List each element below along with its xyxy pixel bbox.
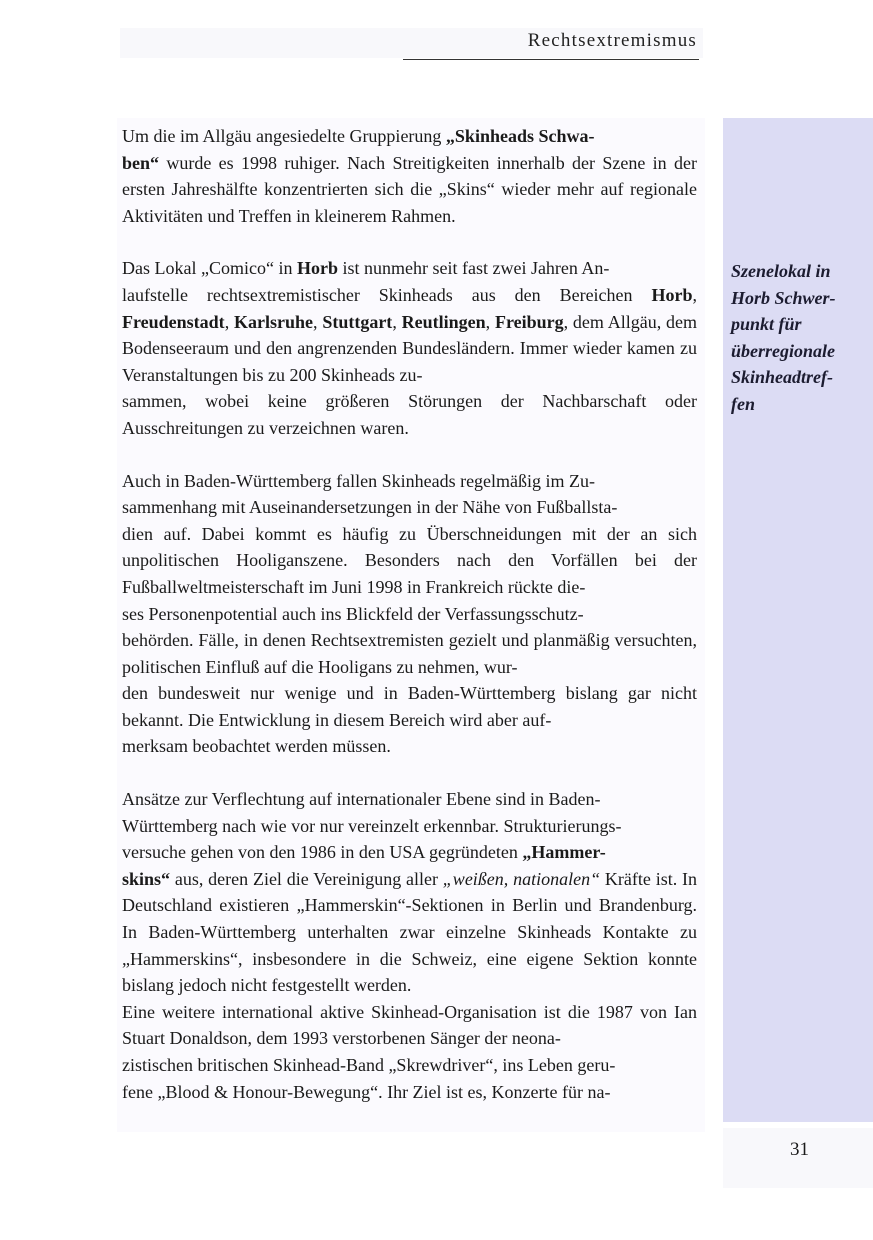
text-run: aus, deren Ziel die Vereinigung aller: [170, 868, 443, 889]
text-run: Um die im Allgäu angesiedelte Gruppierung: [122, 126, 446, 146]
running-header-title: Rechtsextremismus: [527, 30, 697, 51]
page-number: 31: [790, 1139, 809, 1160]
bold-term: Karlsruhe: [234, 311, 313, 332]
margin-note-line: Skinheadtref-: [731, 367, 834, 388]
text-run: ,: [485, 311, 495, 332]
text-run: Kräfte ist. In Deutschland existieren „Hammerskin“-Sektionen in Berlin und Brandenburg. In Baden-Württemberg unterhalten zwar einzelne Skinheads Kontakte zu „Hammerskins“, insbesondere in die Schweiz, eine eigene Sektion konnte bislang jedoch nicht festgestellt werden.: [122, 868, 698, 996]
italic-quote: „weißen, nationalen“: [442, 868, 601, 889]
margin-note-line: Szenelokal in: [731, 261, 831, 281]
paragraph-blood-honour: [122, 999, 697, 1105]
text-run: zistischen britischen Skinhead-Band „Skrewdriver“, ins Leben geru-: [122, 1055, 616, 1075]
text-run: ,: [224, 311, 234, 332]
text-run: fene „Blood & Honour-Bewegung“. Ihr Ziel ist es, Konzerte für na-: [122, 1081, 611, 1102]
main-text-column: [122, 123, 697, 1105]
header-rule: [403, 59, 699, 60]
text-run: versuche gehen von den 1986 in den USA gegründeten: [122, 842, 523, 863]
margin-note: [731, 258, 866, 418]
bold-term: skins“: [122, 868, 171, 889]
text-run: , dem Allgäu, dem Bodenseeraum und den angrenzenden Bundesländern. Immer wieder kamen zu Veranstaltungen bis zu 200 Skinheads zu-: [122, 311, 698, 385]
margin-note-line: Horb Schwer-: [731, 287, 836, 308]
bold-term: Horb: [651, 284, 693, 305]
bold-term: „Skinheads Schwa-: [445, 126, 595, 146]
text-run: laufstelle rechtsextremistischer Skinheads aus den Bereichen: [122, 284, 652, 305]
text-run: dien auf. Dabei kommt es häufig zu Überschneidungen mit der an sich unpolitischen Hooliganszene. Besonders nach den Vorfällen bei der Fußballweltmeisterschaft im Juni 1998 in Frankreich rückte die-: [122, 523, 697, 597]
bold-term: Freiburg: [494, 311, 564, 332]
paragraph-hooligans: [122, 468, 697, 761]
text-run: wurde es 1998 ruhiger. Nach Streitigkeiten innerhalb der Szene in der ersten Jahreshälfte konzentrierten sich die „Skins“ wieder mehr auf regionale Aktivitäten und Treffen in kleinerem Rahmen.: [122, 152, 697, 226]
text-run: Auch in Baden-Württemberg fallen Skinheads regelmäßig im Zu-: [122, 470, 596, 491]
text-run: behörden. Fälle, in denen Rechtsextremisten gezielt und planmäßig versuchten, politischen Einfluß auf die Hooligans zu nehmen, wur-: [122, 630, 697, 677]
text-run: ,: [392, 311, 402, 332]
text-run: den bundesweit nur wenige und in Baden-Württemberg bislang gar nicht bekannt. Die Entwicklung in diesem Bereich wird aber auf-: [122, 683, 697, 730]
bold-term: Stuttgart: [322, 311, 393, 332]
text-run: ist nunmehr seit fast zwei Jahren An-: [337, 258, 610, 279]
text-run: Württemberg nach wie vor nur vereinzelt erkennbar. Strukturierungs-: [122, 815, 622, 836]
text-run: ses Personenpotential auch ins Blickfeld der Verfassungsschutz-: [122, 603, 584, 624]
margin-note-line: fen: [731, 393, 755, 414]
text-run: Das Lokal „Comico“ in: [122, 258, 297, 279]
bold-term: Reutlingen: [401, 311, 486, 332]
text-run: Ansätze zur Verflechtung auf internationaler Ebene sind in Baden-: [122, 789, 601, 810]
text-run: sammen, wobei keine größeren Störungen der Nachbarschaft oder Ausschreitungen zu verzeichnen waren.: [122, 391, 697, 438]
bold-term: „Hammer-: [522, 842, 606, 863]
text-run: Eine weitere international aktive Skinhead-Organisation ist die 1987 von Ian Stuart Donaldson, dem 1993 verstorbenen Sänger der neona-: [122, 1001, 697, 1049]
paragraph-hammerskins: [122, 786, 697, 999]
text-run: merksam beobachtet werden müssen.: [122, 736, 391, 757]
text-run: ,: [313, 311, 323, 332]
margin-note-line: punkt für: [731, 314, 802, 335]
bold-term: Freudenstadt: [122, 311, 225, 332]
bold-term: ben“: [122, 152, 160, 173]
paragraph-comico-horb: [122, 255, 697, 441]
text-run: sammenhang mit Auseinandersetzungen in der Nähe von Fußballsta-: [122, 497, 618, 518]
paragraph-skinheads-schwaben: [122, 123, 697, 229]
bold-term: Horb: [296, 258, 338, 279]
text-run: ,: [692, 284, 697, 305]
margin-note-line: überregionale: [731, 340, 836, 361]
